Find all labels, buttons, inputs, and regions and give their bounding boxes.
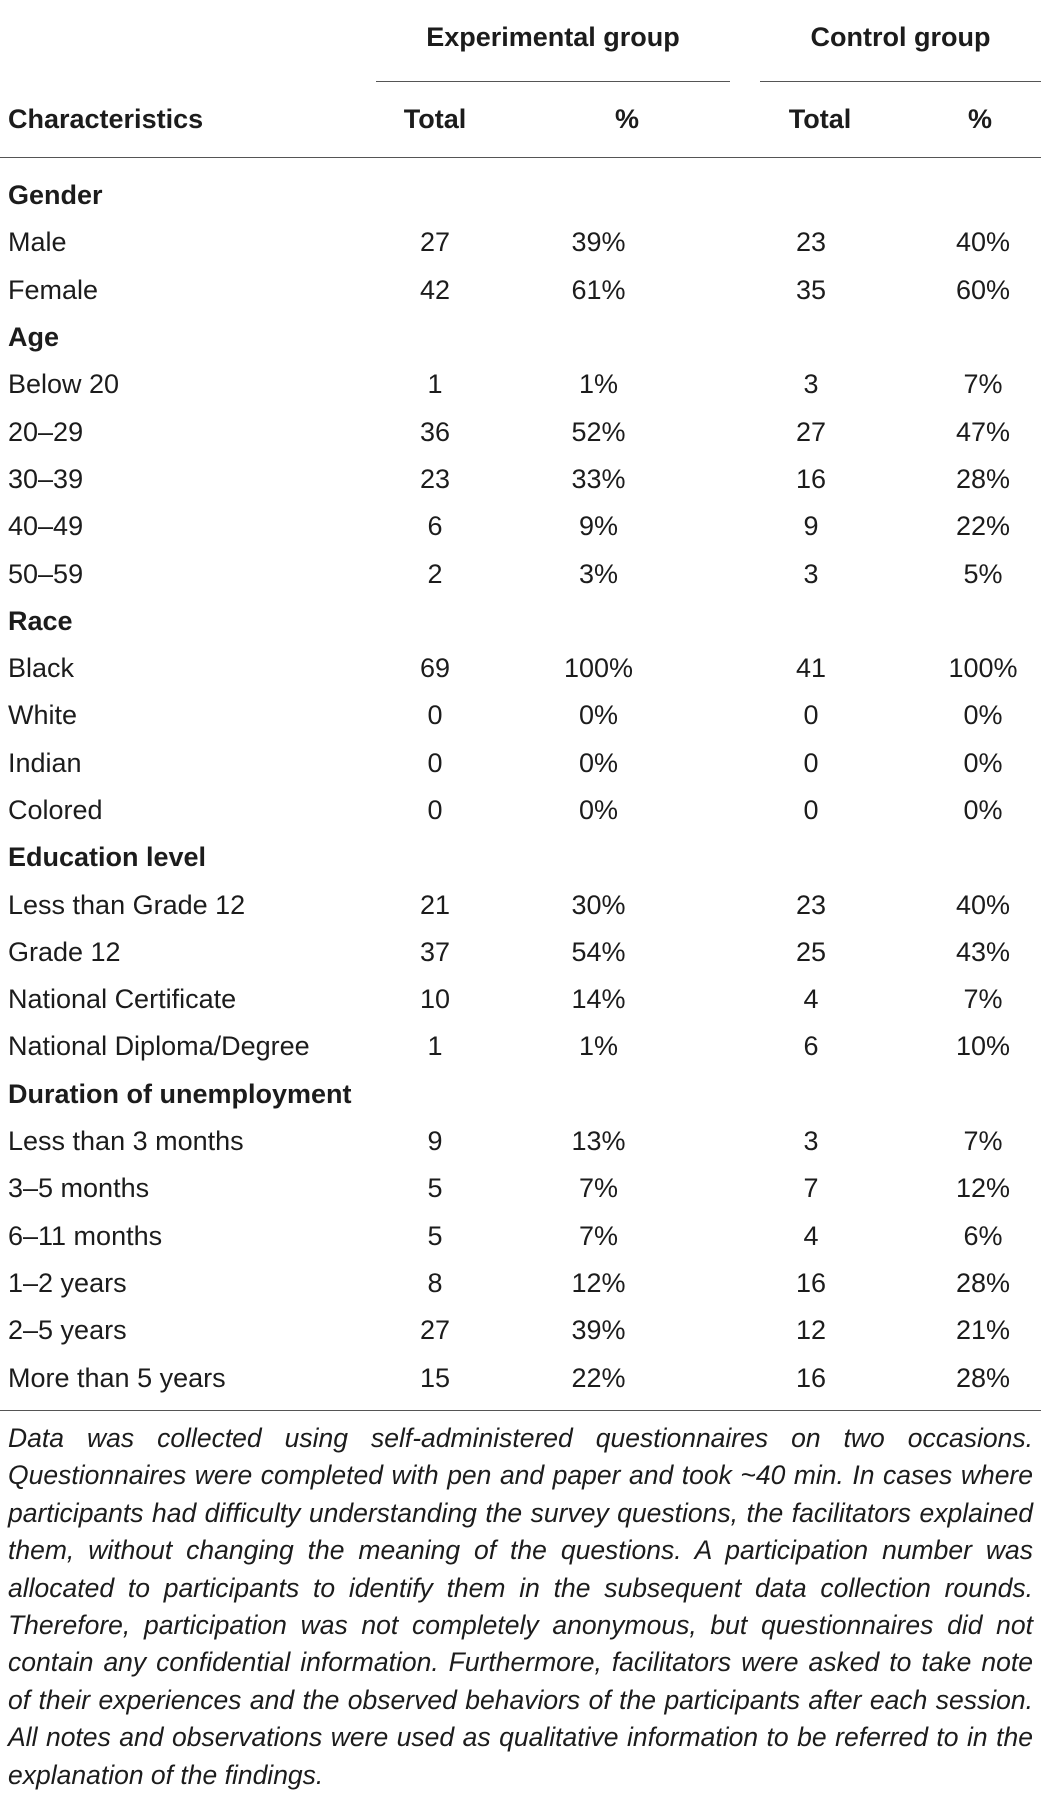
exp-pct-cell: 0% — [578, 747, 619, 778]
exp-total-cell: 0 — [427, 700, 443, 731]
ctl-total-cell: 23 — [795, 227, 827, 258]
table-row — [0, 456, 1041, 503]
ctl-total-cell: 7 — [803, 1173, 819, 1204]
ctl-pct-cell: 21% — [955, 1315, 1011, 1346]
table-row — [0, 550, 1041, 597]
group-header-control: Control group — [810, 22, 991, 52]
ctl-pct-cell: 28% — [955, 1362, 1011, 1393]
row-label: National Certificate — [8, 984, 237, 1015]
exp-total-cell: 8 — [427, 1267, 443, 1298]
section-label: Race — [8, 605, 73, 636]
table-row — [0, 1213, 1041, 1260]
row-label: National Diploma/Degree — [8, 1031, 310, 1062]
exp-pct-cell: 39% — [571, 1315, 626, 1346]
exp-pct-cell: 0% — [578, 795, 619, 825]
ctl-total-cell: 27 — [795, 416, 827, 447]
exp-pct-cell: 12% — [571, 1267, 626, 1298]
exp-total-cell: 9 — [427, 1126, 443, 1157]
section-label: Education level — [8, 842, 207, 873]
exp-pct-cell: 7% — [578, 1173, 619, 1204]
row-label: 3–5 months — [8, 1173, 150, 1204]
exp-pct-cell: 39% — [571, 227, 626, 258]
ctl-pct-cell: 12% — [955, 1173, 1011, 1204]
ctl-pct-cell: 100% — [948, 653, 1018, 684]
exp-total-cell: 27 — [419, 227, 451, 258]
table-row — [0, 361, 1041, 408]
table-row — [0, 1118, 1041, 1165]
group-underline-experimental — [376, 81, 730, 82]
table-row — [0, 740, 1041, 787]
row-label: 6–11 months — [8, 1220, 163, 1251]
ctl-total-cell: 41 — [795, 653, 827, 684]
table-row — [0, 787, 1041, 834]
exp-pct-cell: 61% — [571, 274, 626, 305]
row-label: Colored — [8, 795, 103, 825]
exp-total-cell: 15 — [419, 1362, 451, 1393]
characteristics-table — [0, 172, 1041, 1402]
ctl-pct-cell: 7% — [963, 369, 1003, 400]
section-row — [0, 598, 1041, 645]
column-header-ctl-total: Total — [788, 104, 852, 134]
row-label: Male — [8, 227, 67, 258]
table-body — [0, 172, 1041, 1402]
exp-total-cell: 21 — [419, 889, 451, 920]
column-header-characteristics: Characteristics — [8, 104, 204, 134]
ctl-pct-cell: 0% — [963, 747, 1003, 778]
exp-pct-cell: 9% — [578, 511, 619, 542]
exp-pct-cell: 33% — [571, 463, 626, 494]
ctl-pct-cell: 60% — [955, 274, 1011, 305]
row-label: Below 20 — [8, 369, 120, 400]
section-row — [0, 834, 1041, 881]
ctl-pct-cell: 7% — [963, 1126, 1003, 1157]
exp-total-cell: 6 — [427, 511, 443, 542]
table-row — [0, 503, 1041, 550]
table-row — [0, 267, 1041, 314]
exp-total-cell: 1 — [427, 1031, 443, 1062]
exp-total-cell: 69 — [419, 653, 451, 684]
section-label: Gender — [8, 180, 103, 211]
ctl-pct-cell: 47% — [955, 416, 1011, 447]
section-label: Duration of unemployment — [8, 1078, 352, 1109]
ctl-total-cell: 16 — [795, 1362, 827, 1393]
column-header-exp-pct: % — [614, 104, 639, 134]
row-label: Less than Grade 12 — [8, 889, 246, 920]
table-row — [0, 1307, 1041, 1354]
table-row — [0, 408, 1041, 455]
ctl-total-cell: 3 — [803, 1126, 819, 1157]
table-row — [0, 976, 1041, 1023]
ctl-total-cell: 4 — [803, 1220, 819, 1251]
table-row — [0, 692, 1041, 739]
exp-pct-cell: 30% — [571, 889, 626, 920]
section-row — [0, 1071, 1041, 1118]
ctl-pct-cell: 22% — [955, 511, 1011, 542]
bottom-rule — [0, 1410, 1041, 1411]
exp-total-cell: 1 — [427, 369, 443, 400]
exp-pct-cell: 22% — [571, 1362, 626, 1393]
ctl-total-cell: 9 — [803, 511, 819, 542]
row-label: 50–59 — [8, 558, 84, 589]
table-row — [0, 881, 1041, 928]
ctl-pct-cell: 40% — [955, 889, 1011, 920]
row-label: Indian — [8, 747, 82, 778]
table-row — [0, 929, 1041, 976]
ctl-total-cell: 0 — [803, 795, 819, 825]
exp-total-cell: 23 — [419, 463, 451, 494]
row-label: Less than 3 months — [8, 1126, 244, 1157]
ctl-total-cell: 25 — [795, 936, 827, 967]
exp-pct-cell: 52% — [571, 416, 626, 447]
row-label: 2–5 years — [8, 1315, 127, 1346]
ctl-pct-cell: 0% — [963, 795, 1003, 825]
row-label: 20–29 — [8, 416, 84, 447]
exp-total-cell: 5 — [427, 1220, 443, 1251]
exp-pct-cell: 1% — [578, 1031, 619, 1062]
exp-total-cell: 36 — [419, 416, 451, 447]
ctl-pct-cell: 28% — [955, 463, 1011, 494]
exp-pct-cell: 13% — [571, 1126, 626, 1157]
ctl-total-cell: 6 — [803, 1031, 819, 1062]
table-row — [0, 1023, 1041, 1070]
row-label: 40–49 — [8, 511, 84, 542]
ctl-total-cell: 12 — [795, 1315, 827, 1346]
column-header-ctl-pct: % — [967, 104, 992, 134]
ctl-pct-cell: 0% — [963, 700, 1003, 731]
header-rule — [0, 157, 1041, 158]
table-row — [0, 1165, 1041, 1212]
ctl-total-cell: 16 — [795, 463, 827, 494]
row-label: White — [8, 700, 78, 731]
section-label: Age — [8, 322, 60, 353]
table-row — [0, 1260, 1041, 1307]
exp-total-cell: 42 — [419, 274, 451, 305]
section-row — [0, 172, 1041, 219]
table-footnote: Data was collected using self-administered questionnaires on two occasions. Questionnaires were completed with pen and paper and took ~40 min. In cases where participants had difficulty understanding the survey questions, the facilitators explained them, without changing the meaning of the questions. A participation number was allocated to participants to identify them in the subsequent data collection rounds. Therefore, participation was not completely anonymous, but questionnaires did not contain any confidential information. Furthermore, facilitators were asked to take note of their experiences and the observed behaviors of the participants after each session. All notes and observations were used as qualitative information to be referred to in the explanation of the findings. — [8, 1423, 1033, 1790]
ctl-total-cell: 35 — [795, 274, 827, 305]
exp-total-cell: 37 — [419, 936, 451, 967]
ctl-pct-cell: 40% — [955, 227, 1011, 258]
table-row — [0, 1354, 1041, 1401]
ctl-pct-cell: 7% — [963, 984, 1003, 1015]
exp-pct-cell: 100% — [563, 653, 634, 684]
exp-total-cell: 2 — [427, 558, 443, 589]
exp-pct-cell: 0% — [578, 700, 619, 731]
ctl-total-cell: 16 — [795, 1267, 827, 1298]
row-label: 30–39 — [8, 463, 84, 494]
ctl-total-cell: 23 — [795, 889, 827, 920]
column-header-exp-total: Total — [403, 104, 467, 134]
table-row — [0, 219, 1041, 266]
group-header-experimental: Experimental group — [426, 22, 680, 52]
ctl-total-cell: 0 — [803, 700, 819, 731]
ctl-pct-cell: 43% — [955, 936, 1011, 967]
ctl-total-cell: 3 — [803, 558, 819, 589]
ctl-pct-cell: 5% — [963, 558, 1003, 589]
ctl-total-cell: 3 — [803, 369, 819, 400]
exp-total-cell: 5 — [427, 1173, 443, 1204]
ctl-pct-cell: 10% — [955, 1031, 1011, 1062]
row-label: More than 5 years — [8, 1362, 226, 1393]
row-label: Female — [8, 274, 99, 305]
row-label: 1–2 years — [8, 1267, 127, 1298]
exp-total-cell: 27 — [419, 1315, 451, 1346]
exp-pct-cell: 14% — [571, 984, 626, 1015]
ctl-total-cell: 4 — [803, 984, 819, 1015]
exp-pct-cell: 1% — [578, 369, 619, 400]
exp-total-cell: 0 — [427, 747, 443, 778]
section-row — [0, 314, 1041, 361]
exp-pct-cell: 7% — [578, 1220, 619, 1251]
exp-total-cell: 0 — [427, 795, 443, 825]
exp-pct-cell: 3% — [578, 558, 619, 589]
row-label: Black — [8, 653, 75, 684]
ctl-pct-cell: 6% — [963, 1220, 1003, 1251]
table-row — [0, 645, 1041, 692]
ctl-pct-cell: 28% — [955, 1267, 1011, 1298]
row-label: Grade 12 — [8, 936, 121, 967]
exp-total-cell: 10 — [419, 984, 451, 1015]
ctl-total-cell: 0 — [803, 747, 819, 778]
group-underline-control — [760, 81, 1041, 82]
exp-pct-cell: 54% — [571, 936, 626, 967]
